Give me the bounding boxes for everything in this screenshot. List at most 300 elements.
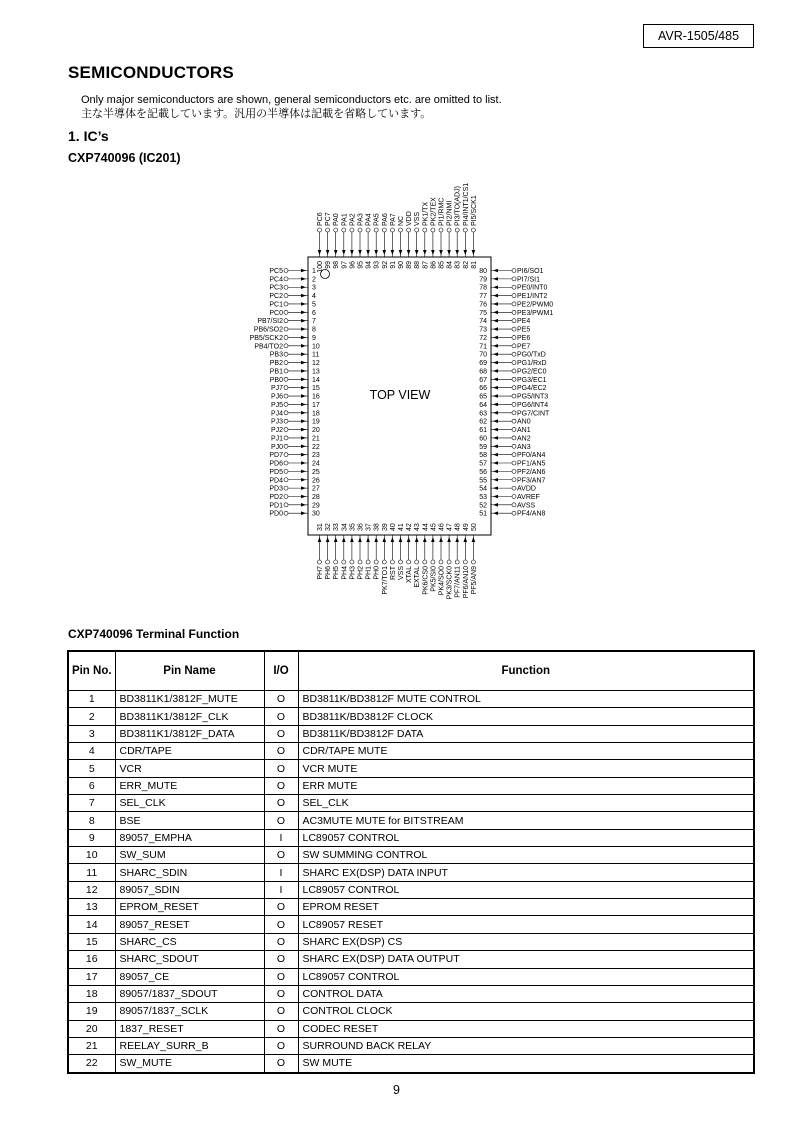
pin-number-label: 76 — [479, 301, 487, 309]
pin-name-label: PK7/TO1 — [381, 566, 389, 595]
pin-number-label: 20 — [312, 427, 320, 435]
pin-number-label: 96 — [349, 261, 357, 269]
pin-name-label: PB0 — [269, 376, 283, 384]
pin-number-label: 91 — [389, 261, 397, 269]
pin-terminal — [366, 228, 370, 232]
pin-name-label: PC6 — [317, 212, 324, 226]
pin-terminal — [366, 560, 370, 564]
pin-terminal — [284, 428, 288, 432]
pin-terminal — [512, 335, 516, 339]
pin-arrow — [493, 369, 498, 373]
pin-number-label: 31 — [317, 523, 324, 531]
pin-name-label: PE0/INT0 — [517, 284, 548, 292]
function-cell: SW MUTE — [298, 1055, 754, 1073]
pin-arrow — [301, 461, 306, 465]
pin-name-label: PK5/SI0 — [430, 566, 438, 592]
pin-terminal — [284, 361, 288, 365]
function-cell: BD3811K/BD3812F MUTE CONTROL — [298, 691, 754, 708]
pin-number-label: 38 — [373, 523, 381, 531]
pin-name-label: PF5/AN9 — [470, 566, 478, 595]
pin-arrow — [301, 403, 306, 407]
pin-name-label: PJ7 — [270, 385, 283, 393]
function-cell: SEL_CLK — [298, 795, 754, 812]
pin-terminal — [463, 228, 467, 232]
pin-terminal — [284, 277, 288, 281]
pin-name-label: PE5 — [517, 326, 531, 334]
pin-name-label: PD6 — [269, 460, 283, 468]
pin-arrow — [301, 503, 306, 507]
pin-name-label: PD1 — [269, 502, 283, 510]
pin-arrow — [407, 537, 411, 542]
io-cell: O — [264, 951, 298, 968]
pin-name-label: PB4/TO2 — [254, 343, 283, 351]
pin-number-label: 48 — [454, 523, 462, 531]
function-cell: CODEC RESET — [298, 1020, 754, 1037]
pin-name-label: PD0 — [269, 510, 283, 518]
pin-number-label: 35 — [349, 523, 357, 531]
pin-arrow — [493, 378, 498, 382]
pin-terminal — [431, 228, 435, 232]
pin-name-label: XTAL — [406, 566, 414, 583]
pin-no-cell: 11 — [68, 864, 115, 881]
pin-name-cell: BD3811K1/3812F_MUTE — [115, 691, 264, 708]
function-cell: CDR/TAPE MUTE — [298, 743, 754, 760]
pin-arrow — [439, 537, 443, 542]
pin-number-label: 72 — [479, 334, 487, 342]
terminal-function-table — [67, 650, 755, 1074]
pin-name-label: PG2/EC0 — [517, 368, 547, 376]
pin-arrow — [493, 470, 498, 474]
io-cell: O — [264, 968, 298, 985]
pin-name-label: PH0 — [373, 566, 381, 580]
pin-terminal — [326, 560, 330, 564]
pin-arrow — [301, 394, 306, 398]
pin-terminal — [284, 352, 288, 356]
pin-number-label: 66 — [479, 385, 487, 393]
pin-arrow — [301, 428, 306, 432]
pin-number-label: 70 — [479, 351, 487, 359]
pin-no-cell: 21 — [68, 1037, 115, 1054]
pin-name-cell: SHARC_CS — [115, 933, 264, 950]
pin-arrow — [493, 294, 498, 298]
io-cell: O — [264, 847, 298, 864]
function-cell: SURROUND BACK RELAY — [298, 1037, 754, 1054]
pin-name-label: PH4 — [341, 566, 349, 580]
pin-terminal — [374, 560, 378, 564]
pin-number-label: 51 — [479, 510, 487, 518]
pin-name-cell: SW_MUTE — [115, 1055, 264, 1073]
pin-number-label: 25 — [312, 468, 320, 476]
io-cell: O — [264, 1020, 298, 1037]
pin-terminal — [350, 560, 354, 564]
pin-arrow — [301, 386, 306, 390]
pin-name-label: PK2/TEX — [430, 197, 438, 226]
table-row — [68, 899, 754, 916]
pin-arrow — [493, 269, 498, 273]
function-cell: CONTROL CLOCK — [298, 1003, 754, 1020]
pin-terminal — [407, 228, 411, 232]
pin-terminal — [284, 335, 288, 339]
pin-name-label: PE7 — [517, 343, 531, 351]
pin-terminal — [512, 503, 516, 507]
pin-arrow — [464, 537, 468, 542]
pin-terminal — [455, 560, 459, 564]
io-cell: O — [264, 1003, 298, 1020]
pin-terminal — [512, 486, 516, 490]
pin-arrow — [493, 327, 498, 331]
intro-japanese: 主な半導体を記載しています。汎用の半導体は記載を省略しています。 — [81, 108, 432, 120]
pin-terminal — [439, 560, 443, 564]
pin-terminal — [284, 503, 288, 507]
pin-name-label: PF3/AN7 — [517, 477, 546, 485]
pin-name-label: PC3 — [269, 284, 283, 292]
pin-arrow — [301, 269, 306, 273]
pin-number-label: 9 — [312, 334, 316, 342]
pin-terminal — [512, 436, 516, 440]
pin-no-cell: 2 — [68, 708, 115, 725]
pin-number-label: 15 — [312, 385, 320, 393]
pin-terminal — [284, 377, 288, 381]
pin-name-label: PE3/PWM1 — [517, 309, 554, 317]
pin-number-label: 63 — [479, 410, 487, 418]
pin-terminal — [512, 461, 516, 465]
table-row — [68, 795, 754, 812]
pin-arrow — [464, 250, 468, 255]
pin-terminal — [512, 411, 516, 415]
pin-arrow — [391, 537, 395, 542]
pin-no-cell: 15 — [68, 933, 115, 950]
pin-terminal — [512, 352, 516, 356]
pin-number-label: 54 — [479, 485, 487, 493]
pin-arrow — [374, 250, 378, 255]
pin-name-label: AN2 — [517, 435, 531, 443]
pin-name-cell: SW_SUM — [115, 847, 264, 864]
pin-no-cell: 4 — [68, 743, 115, 760]
pin-arrow — [493, 344, 498, 348]
table-row — [68, 916, 754, 933]
pin-number-label: 89 — [406, 261, 414, 269]
pin-name-label: PB3 — [269, 351, 283, 359]
table-row — [68, 985, 754, 1002]
function-cell: SHARC EX(DSP) DATA OUTPUT — [298, 951, 754, 968]
pin-name-label: PH3 — [349, 566, 357, 580]
pin-terminal — [374, 228, 378, 232]
io-cell: O — [264, 725, 298, 742]
pin-terminal — [382, 560, 386, 564]
pin-arrow — [455, 250, 459, 255]
pin-no-cell: 9 — [68, 829, 115, 846]
pin-number-label: 94 — [365, 261, 373, 269]
pin-number-label: 14 — [312, 376, 320, 384]
table-row — [68, 812, 754, 829]
pin-arrow — [493, 453, 498, 457]
pin-terminal — [284, 436, 288, 440]
pin-name-cell: 89057_EMPHA — [115, 829, 264, 846]
pin-terminal — [439, 228, 443, 232]
ic-title: CXP740096 (IC201) — [68, 151, 181, 165]
pin-arrow — [493, 403, 498, 407]
function-cell: BD3811K/BD3812F DATA — [298, 725, 754, 742]
pin-arrow — [493, 302, 498, 306]
pin-number-label: 84 — [446, 261, 454, 269]
pin-number-label: 44 — [422, 523, 430, 531]
pin-name-label: AVREF — [517, 493, 540, 501]
table-row — [68, 829, 754, 846]
pin-arrow — [301, 411, 306, 415]
pin-number-label: 24 — [312, 460, 320, 468]
pin-number-label: 22 — [312, 443, 320, 451]
pin-arrow — [301, 336, 306, 340]
pin-arrow — [301, 453, 306, 457]
pin-number-label: 1 — [312, 268, 316, 275]
pin-arrow — [366, 250, 370, 255]
pin-number-label: 98 — [333, 261, 341, 269]
pin-name-label: PF0/AN4 — [517, 452, 546, 460]
pin-terminal — [334, 560, 338, 564]
pin-terminal — [463, 560, 467, 564]
pin-name-label: PH5 — [333, 566, 341, 580]
pin-number-label: 55 — [479, 477, 487, 485]
pin-terminal — [415, 228, 419, 232]
pin-name-label: PD5 — [269, 468, 283, 476]
pin-arrow — [358, 537, 362, 542]
pin-number-label: 74 — [479, 318, 487, 326]
pin-number-label: 29 — [312, 502, 320, 510]
pin-arrow — [318, 250, 322, 255]
pin-terminal — [284, 394, 288, 398]
pin-arrow — [374, 537, 378, 542]
pin-arrow — [493, 394, 498, 398]
pin-name-label: PC2 — [269, 293, 283, 301]
pin-number-label: 67 — [479, 376, 487, 384]
pin-number-label: 34 — [341, 523, 349, 531]
pin-terminal — [423, 560, 427, 564]
function-cell: SW SUMMING CONTROL — [298, 847, 754, 864]
pin-name-label: PC1 — [269, 301, 283, 309]
io-cell: O — [264, 899, 298, 916]
table-row — [68, 1020, 754, 1037]
pin-arrow — [326, 537, 330, 542]
pin-number-label: 58 — [479, 452, 487, 460]
pin-arrow — [493, 478, 498, 482]
pin-arrow — [431, 537, 435, 542]
pin-number-label: 50 — [470, 523, 478, 531]
page-number: 9 — [393, 1083, 400, 1097]
pin-number-label: 83 — [454, 261, 462, 269]
pin-name-label: NC — [398, 215, 405, 226]
pin-name-label: PD3 — [269, 485, 283, 493]
pin-arrow — [472, 537, 476, 542]
pin-name-label: AVDD — [517, 485, 536, 493]
pin-name-cell: REELAY_SURR_B — [115, 1037, 264, 1054]
pin-terminal — [350, 228, 354, 232]
pin-name-label: AN3 — [517, 443, 531, 451]
pin-no-cell: 5 — [68, 760, 115, 777]
pin-number-label: 71 — [479, 343, 487, 351]
pin-no-cell: 17 — [68, 968, 115, 985]
pin-number-label: 69 — [479, 360, 487, 368]
pin-name-label: PD7 — [269, 452, 283, 460]
pin-number-label: 68 — [479, 368, 487, 376]
pin-arrow — [366, 537, 370, 542]
pin-arrow — [301, 311, 306, 315]
pin-name-cell: BD3811K1/3812F_DATA — [115, 725, 264, 742]
pin-number-label: 2 — [312, 276, 316, 284]
pin-name-cell: VCR — [115, 760, 264, 777]
pin-name-label: PE2/PWM0 — [517, 301, 554, 309]
pin-number-label: 100 — [317, 261, 324, 273]
pin-number-label: 82 — [462, 261, 470, 269]
pin-name-label: PA2 — [349, 213, 357, 226]
pin-number-label: 19 — [312, 418, 320, 426]
pin-number-label: 45 — [430, 523, 438, 531]
pin-terminal — [284, 310, 288, 314]
pin-terminal — [512, 294, 516, 298]
pin-number-label: 73 — [479, 326, 487, 334]
pin-terminal — [512, 419, 516, 423]
pin-terminal — [512, 327, 516, 331]
pin-name-label: AVSS — [517, 502, 536, 510]
pin-number-label: 87 — [422, 261, 430, 269]
pin-terminal — [284, 269, 288, 273]
pin-name-label: PB5/SCK2 — [249, 334, 283, 342]
io-cell: O — [264, 760, 298, 777]
pin-terminal — [382, 228, 386, 232]
pin-terminal — [512, 269, 516, 273]
pin-arrow — [301, 478, 306, 482]
pin-arrow — [301, 486, 306, 490]
io-cell: I — [264, 829, 298, 846]
pin-arrow — [350, 250, 354, 255]
pin-arrow — [334, 250, 338, 255]
header-io: I/O — [264, 651, 298, 691]
pin-terminal — [284, 327, 288, 331]
function-cell: LC89057 CONTROL — [298, 829, 754, 846]
pin-arrow — [493, 285, 498, 289]
pin-name-cell: 1837_RESET — [115, 1020, 264, 1037]
pin-number-label: 59 — [479, 443, 487, 451]
pin-number-label: 99 — [325, 261, 333, 269]
pin-arrow — [493, 444, 498, 448]
pin-arrow — [399, 537, 403, 542]
function-cell: LC89057 RESET — [298, 916, 754, 933]
section-title: 1. IC’s — [68, 128, 109, 144]
pin-arrow — [326, 250, 330, 255]
table-row — [68, 1055, 754, 1073]
pin-arrow — [493, 428, 498, 432]
pin-terminal — [512, 511, 516, 515]
pin-number-label: 80 — [479, 268, 487, 275]
pin-number-label: 3 — [312, 284, 316, 292]
io-cell: O — [264, 743, 298, 760]
function-cell: CONTROL DATA — [298, 985, 754, 1002]
pin-terminal — [512, 428, 516, 432]
pin-terminal — [512, 369, 516, 373]
pin-number-label: 6 — [312, 309, 316, 317]
pin-no-cell: 13 — [68, 899, 115, 916]
pin-name-label: PG6/INT4 — [517, 401, 549, 409]
top-view-label: TOP VIEW — [369, 388, 431, 402]
table-row — [68, 968, 754, 985]
pin-number-label: 5 — [312, 301, 316, 309]
pin-arrow — [472, 250, 476, 255]
model-number: AVR-1505/485 — [657, 29, 740, 43]
pin-name-label: PK1/TX — [422, 201, 430, 226]
pin-name-label: PJ4 — [270, 410, 283, 418]
pin-terminal — [284, 369, 288, 373]
pin-terminal — [390, 560, 394, 564]
table-row — [68, 743, 754, 760]
pin-name-cell: ERR_MUTE — [115, 777, 264, 794]
pin-no-cell: 10 — [68, 847, 115, 864]
pin-name-label: PA5 — [373, 213, 381, 226]
pin-name-label: PC0 — [269, 309, 283, 317]
pin-arrow — [391, 250, 395, 255]
pin-number-label: 12 — [312, 360, 320, 368]
pin-name-label: EXTAL — [414, 566, 422, 588]
pin-terminal — [512, 494, 516, 498]
pin-arrow — [318, 537, 322, 542]
pin-number-label: 41 — [398, 523, 405, 531]
table-row — [68, 708, 754, 725]
pin-terminal — [284, 419, 288, 423]
pin-number-label: 7 — [312, 318, 316, 326]
pin-terminal — [284, 344, 288, 348]
pin-number-label: 60 — [479, 435, 487, 443]
io-cell: O — [264, 1055, 298, 1073]
pin-terminal — [284, 453, 288, 457]
pin-arrow — [350, 537, 354, 542]
pin-name-label: VDD — [406, 211, 414, 226]
table-row — [68, 933, 754, 950]
pin-arrow — [301, 369, 306, 373]
pin-no-cell: 16 — [68, 951, 115, 968]
pin-name-label: PK6/CS0 — [422, 566, 430, 595]
pin-name-label: PI5/SCK1 — [470, 195, 478, 226]
table-row — [68, 725, 754, 742]
pin-terminal — [512, 344, 516, 348]
pin-number-label: 36 — [357, 523, 365, 531]
pin-no-cell: 1 — [68, 691, 115, 708]
pin-arrow — [301, 302, 306, 306]
io-cell: O — [264, 1037, 298, 1054]
pin-name-label: PD2 — [269, 493, 283, 501]
pin-arrow — [407, 250, 411, 255]
pin-arrow — [301, 277, 306, 281]
pin-no-cell: 20 — [68, 1020, 115, 1037]
pin-number-label: 81 — [470, 261, 478, 269]
pin-terminal — [415, 560, 419, 564]
pin-number-label: 97 — [341, 261, 349, 269]
pin-terminal — [512, 377, 516, 381]
pin-number-label: 75 — [479, 309, 487, 317]
pin-name-label: PA1 — [341, 213, 349, 226]
pin-name-label: PA6 — [381, 213, 389, 226]
pin-name-cell: 89057_RESET — [115, 916, 264, 933]
pin-arrow — [447, 537, 451, 542]
pin-name-label: PB6/SO2 — [253, 326, 283, 334]
function-cell: LC89057 CONTROL — [298, 881, 754, 898]
pin-name-label: PA3 — [357, 213, 365, 226]
pin-arrow — [493, 311, 498, 315]
io-cell: I — [264, 864, 298, 881]
pin-name-label: PC4 — [269, 276, 283, 284]
pin-name-cell: 89057/1837_SDOUT — [115, 985, 264, 1002]
pin-no-cell: 22 — [68, 1055, 115, 1073]
pin-no-cell: 6 — [68, 777, 115, 794]
pin-name-cell: SEL_CLK — [115, 795, 264, 812]
pin-number-label: 21 — [312, 435, 320, 443]
